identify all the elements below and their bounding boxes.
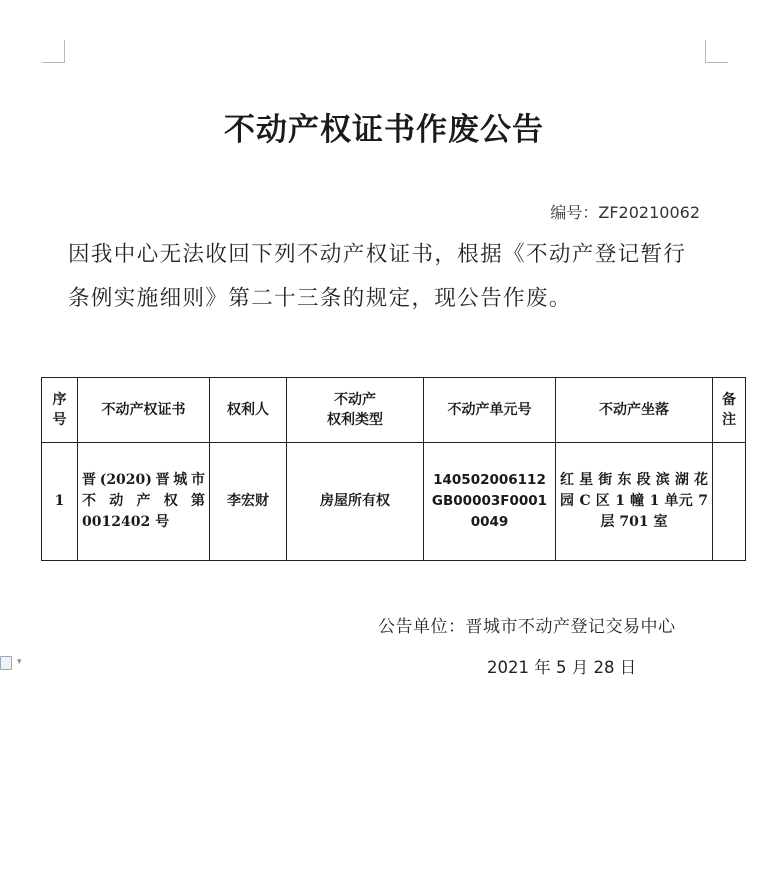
header-right-type: 不动产 权利类型 (287, 378, 424, 443)
header-certificate: 不动产权证书 (78, 378, 210, 443)
page-corner-top-left (42, 40, 65, 63)
chevron-down-icon[interactable]: ▾ (17, 657, 22, 667)
header-note: 备 注 (713, 378, 746, 443)
certificate-table (41, 377, 746, 561)
document-icon[interactable] (0, 656, 12, 670)
page-title: 不动产权证书作废公告 (224, 112, 544, 148)
issue-date: 2021 年 5 月 28 日 (487, 658, 637, 677)
document-number: 编号：ZF20210062 (550, 203, 700, 222)
cell-holder: 李宏财 (210, 443, 287, 561)
header-location: 不动产坐落 (556, 378, 713, 443)
body-line: 因我中心无法收回下列不动产权证书，根据《不动产登记暂行 (68, 242, 687, 267)
announcement-body (68, 233, 716, 321)
header-holder: 权利人 (210, 378, 287, 443)
cell-seq: 1 (42, 443, 78, 561)
issuer: 公告单位：晋城市不动产登记交易中心 (378, 617, 676, 637)
page-corner-top-right (705, 40, 728, 63)
table-row (42, 443, 746, 561)
cell-note (713, 443, 746, 561)
body-line: 条例实施细则》第二十三条的规定，现公告作废。 (68, 286, 572, 311)
cell-right-type: 房屋所有权 (287, 443, 424, 561)
table-header-row (42, 378, 746, 443)
cell-location: 红星街东段滨湖花 园 C 区 1 幢 1 单元 7 层 701 室 (556, 443, 713, 561)
cell-unit-number: 140502006112GB00003F00010049 (424, 443, 556, 561)
header-unit-number: 不动产单元号 (424, 378, 556, 443)
header-seq: 序 号 (42, 378, 78, 443)
cell-certificate: 晋(2020)晋城市 不动产权第 0012402 号 (78, 443, 210, 561)
